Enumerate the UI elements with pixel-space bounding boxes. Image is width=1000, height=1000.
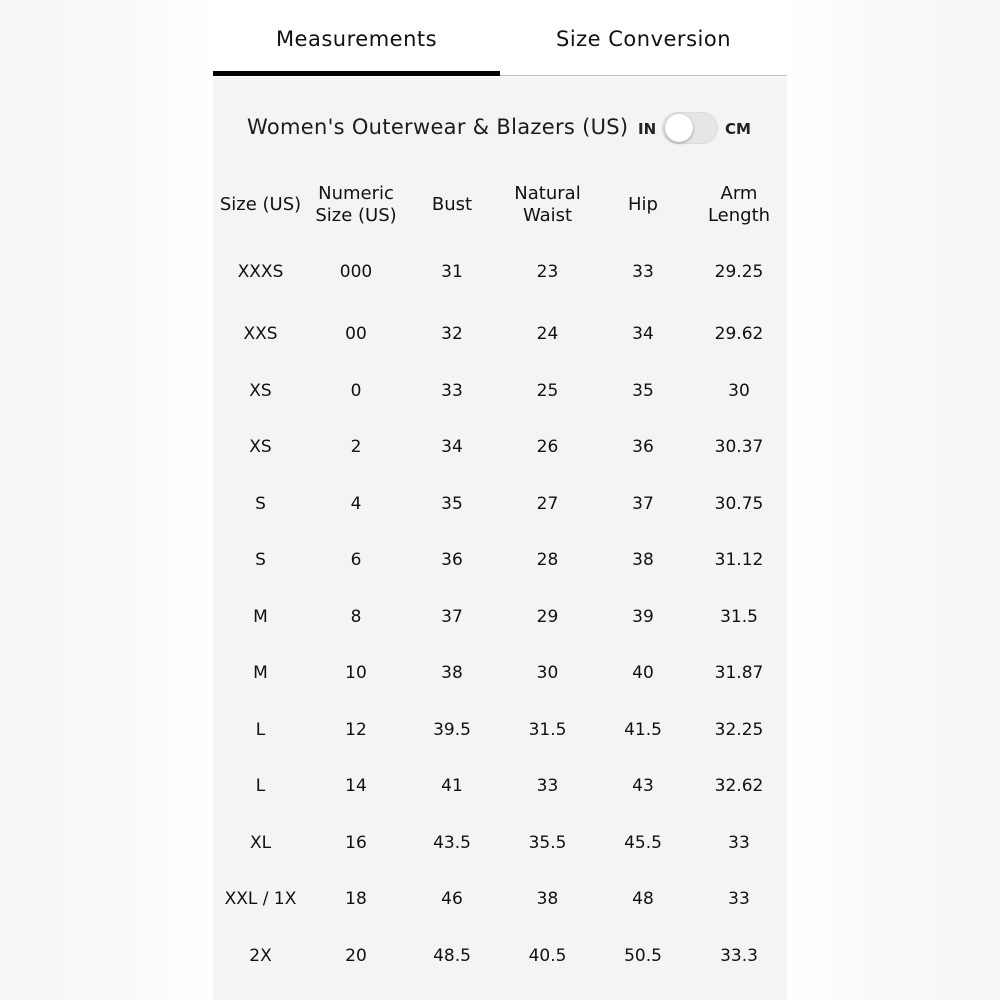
table-cell: L bbox=[255, 776, 266, 797]
table-cell: 2 bbox=[350, 437, 362, 458]
table-body bbox=[213, 238, 787, 984]
column-header: Natural Waist bbox=[514, 183, 581, 226]
table-cell: 35 bbox=[441, 493, 463, 514]
table-cell: 29 bbox=[536, 606, 559, 627]
table-cell: XS bbox=[249, 437, 272, 458]
table-cell: 39 bbox=[632, 606, 654, 627]
table-cell: 16 bbox=[345, 832, 367, 853]
table-cell: 35.5 bbox=[528, 832, 567, 853]
table-cell: 33.3 bbox=[720, 945, 758, 966]
table-cell: M bbox=[253, 606, 268, 627]
chart-title: Women's Outerwear & Blazers (US) bbox=[247, 115, 629, 139]
table-cell: 33 bbox=[728, 832, 750, 853]
table-cell: 23 bbox=[536, 262, 559, 282]
unit-toggle[interactable] bbox=[662, 112, 718, 144]
table-cell: 36 bbox=[441, 550, 463, 571]
column-header: Arm Length bbox=[707, 183, 771, 226]
table-row bbox=[213, 419, 787, 476]
table-row bbox=[213, 645, 787, 702]
table-cell: 48 bbox=[632, 889, 654, 910]
table-cell: 36 bbox=[632, 437, 654, 458]
tab-measurements[interactable]: Measurements bbox=[275, 26, 438, 51]
table-cell: 30 bbox=[728, 380, 750, 401]
table-row bbox=[213, 815, 787, 872]
table-cell: 31.5 bbox=[528, 719, 567, 740]
table-cell: 33 bbox=[536, 776, 559, 797]
table-cell: XXL / 1X bbox=[224, 889, 297, 910]
table-cell: 26 bbox=[536, 437, 559, 458]
table-cell: 12 bbox=[345, 719, 367, 740]
table-cell: 30.37 bbox=[714, 437, 764, 458]
table-row bbox=[213, 532, 787, 589]
background-left bbox=[0, 0, 213, 1000]
table-row bbox=[213, 702, 787, 759]
table-cell: XXXS bbox=[237, 262, 284, 282]
table-cell: 43.5 bbox=[433, 832, 471, 853]
table-row bbox=[213, 871, 787, 928]
table-row bbox=[213, 306, 787, 363]
background-right bbox=[787, 0, 1000, 1000]
table-cell: S bbox=[255, 550, 266, 571]
table-cell: 37 bbox=[632, 493, 654, 514]
table-cell: 38 bbox=[536, 889, 559, 910]
table-cell: 32.62 bbox=[714, 776, 764, 797]
column-header: Numeric Size (US) bbox=[315, 183, 397, 226]
table-cell: 33 bbox=[728, 889, 750, 910]
table-cell: 24 bbox=[536, 324, 559, 345]
table-cell: 20 bbox=[345, 945, 367, 966]
table-cell: 30.75 bbox=[714, 493, 764, 514]
unit-label-in: IN bbox=[638, 120, 657, 138]
table-cell: 30 bbox=[536, 663, 559, 684]
table-cell: 33 bbox=[441, 380, 463, 401]
tab-divider bbox=[500, 75, 787, 76]
table-row bbox=[213, 928, 787, 985]
table-cell: XL bbox=[249, 832, 272, 853]
table-cell: 38 bbox=[632, 550, 654, 571]
table-cell: 000 bbox=[339, 262, 373, 282]
table-cell: 27 bbox=[536, 493, 559, 514]
table-cell: S bbox=[255, 493, 266, 514]
table-cell: 14 bbox=[345, 776, 367, 797]
table-cell: 31.5 bbox=[720, 606, 758, 627]
table-cell: 48.5 bbox=[433, 945, 471, 966]
table-row bbox=[213, 589, 787, 646]
table-cell: 18 bbox=[345, 889, 367, 910]
table-cell: 4 bbox=[350, 493, 362, 514]
measurements-content bbox=[213, 77, 787, 1000]
table-cell: 50.5 bbox=[624, 945, 662, 966]
table-cell: 37 bbox=[441, 606, 463, 627]
size-table bbox=[213, 172, 787, 984]
table-cell: 32.25 bbox=[714, 719, 764, 740]
table-cell: 29.62 bbox=[714, 324, 764, 345]
table-cell: 00 bbox=[345, 324, 367, 345]
table-cell: 40 bbox=[632, 663, 654, 684]
table-cell: 41.5 bbox=[624, 719, 662, 740]
table-cell: 29.25 bbox=[714, 262, 764, 282]
table-cell: 10 bbox=[345, 663, 367, 684]
table-cell: 0 bbox=[350, 380, 362, 401]
tab-bar bbox=[213, 0, 787, 77]
table-cell: 35 bbox=[632, 380, 654, 401]
toggle-knob bbox=[665, 114, 693, 142]
table-cell: M bbox=[253, 663, 268, 684]
table-cell: L bbox=[255, 719, 266, 740]
table-cell: 32 bbox=[441, 324, 463, 345]
column-header: Bust bbox=[431, 194, 473, 215]
column-header: Hip bbox=[628, 194, 658, 215]
table-cell: 46 bbox=[441, 889, 463, 910]
table-cell: 38 bbox=[441, 663, 463, 684]
table-cell: 2X bbox=[249, 945, 272, 966]
table-cell: 43 bbox=[632, 776, 654, 797]
tab-size-conversion[interactable]: Size Conversion bbox=[555, 26, 732, 51]
table-row bbox=[213, 476, 787, 533]
table-cell: 31 bbox=[441, 262, 463, 282]
table-cell: 33 bbox=[632, 262, 654, 282]
table-cell: 45.5 bbox=[624, 832, 662, 853]
table-cell: XS bbox=[249, 380, 272, 401]
table-row bbox=[213, 758, 787, 815]
table-cell: 40.5 bbox=[528, 945, 567, 966]
table-header-row bbox=[213, 172, 787, 238]
table-cell: 41 bbox=[441, 776, 463, 797]
column-header: Size (US) bbox=[219, 194, 302, 215]
size-chart-panel bbox=[213, 0, 787, 1000]
table-cell: 39.5 bbox=[433, 719, 471, 740]
table-cell: 34 bbox=[441, 437, 463, 458]
table-cell: 31.87 bbox=[714, 663, 764, 684]
table-row bbox=[213, 238, 787, 306]
table-cell: 28 bbox=[536, 550, 559, 571]
table-cell: 31.12 bbox=[714, 550, 764, 571]
table-cell: 8 bbox=[350, 606, 362, 627]
table-cell: 25 bbox=[536, 380, 559, 401]
active-tab-indicator bbox=[213, 71, 500, 76]
table-cell: 34 bbox=[632, 324, 654, 345]
table-cell: 6 bbox=[350, 550, 362, 571]
table-cell: XXS bbox=[243, 324, 278, 345]
unit-label-cm: CM bbox=[725, 120, 751, 138]
table-row bbox=[213, 363, 787, 420]
